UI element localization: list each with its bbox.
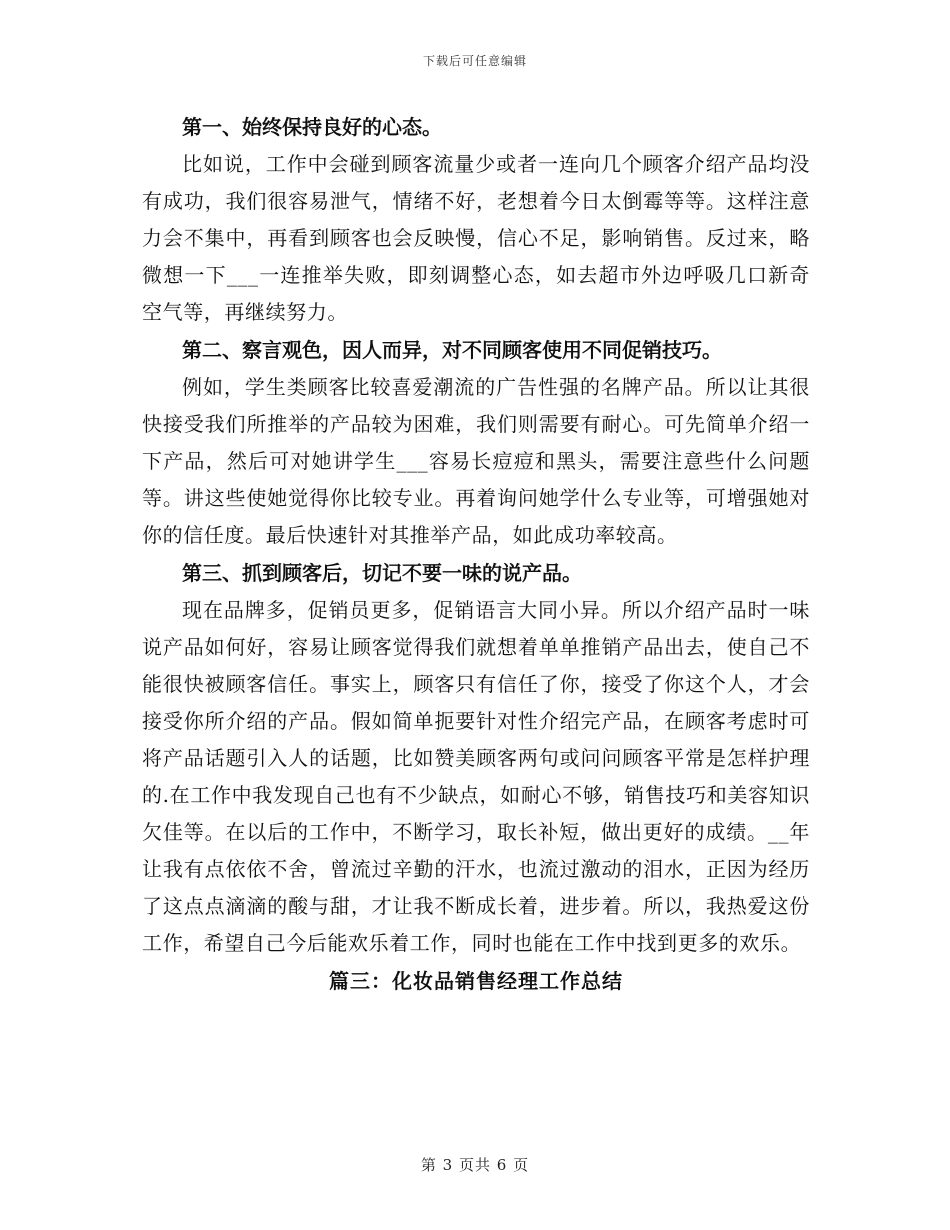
section-heading-1: 第一、始终保持良好的心态。 — [182, 115, 442, 139]
section-paragraph-1: 比如说，工作中会碰到顾客流量少或者一连向几个顾客介绍产品均没有成功，我们很容易泄气，情绪不好，老想着今日太倒霉等等。这样注意力会不集中，再看到顾客也会反映慢，信心不足，影响销售。反过来，略微想一下___一连推举失败，即刻调整心态，如去超市外边呼吸几口新奇空气等，再继续努力。 — [142, 152, 810, 324]
section-paragraph-3: 现在品牌多，促销员更多，促销语言大同小异。所以介绍产品时一味说产品如何好，容易让顾客觉得我们就想着单单推销产品出去，使自己不能很快被顾客信任。事实上，顾客只有信任了你，接受了你这个人，才会接受你所介绍的产品。假如简单扼要针对性介绍完产品，在顾客考虑时可将产品话题引入人的话题，比如赞美顾客两句或问问顾客平常是怎样护理的.在工作中我发现自己也有不少缺点，如耐心不够，销售技巧和美容知识欠佳等。在以后的工作中，不断学习，取长补短，做出更好的成绩。__年让我有点依依不舍，曾流过辛勤的汗水，也流过激动的泪水，正因为经历了这点点滴滴的酸与甜，才让我不断成长着，进步着。所以，我热爱这份工作，希望自己今后能欢乐着工作，同时也能在工作中找到更多的欢乐。 — [142, 598, 810, 955]
section-heading-2: 第二、察言观色，因人而异，对不同顾客使用不同促销技巧。 — [182, 338, 722, 362]
page-header-note: 下载后可任意编辑 — [422, 54, 527, 68]
next-section-title: 篇三：化妆品销售经理工作总结 — [329, 969, 623, 993]
section-heading-3: 第三、抓到顾客后，切记不要一味的说产品。 — [182, 561, 582, 585]
document-body — [142, 108, 810, 1000]
page-number: 第 3 页共 6 页 — [420, 1156, 530, 1174]
section-paragraph-2: 例如，学生类顾客比较喜爱潮流的广告性强的名牌产品。所以让其很快接受我们所推举的产品较为困难，我们则需要有耐心。可先简单介绍一下产品，然后可对她讲学生___容易长痘痘和黑头，需要注意些什么问题等。讲这些使她觉得你比较专业。再着询问她学什么专业等，可增强她对你的信任度。最后快速针对其推举产品，如此成功率较高。 — [142, 375, 810, 547]
